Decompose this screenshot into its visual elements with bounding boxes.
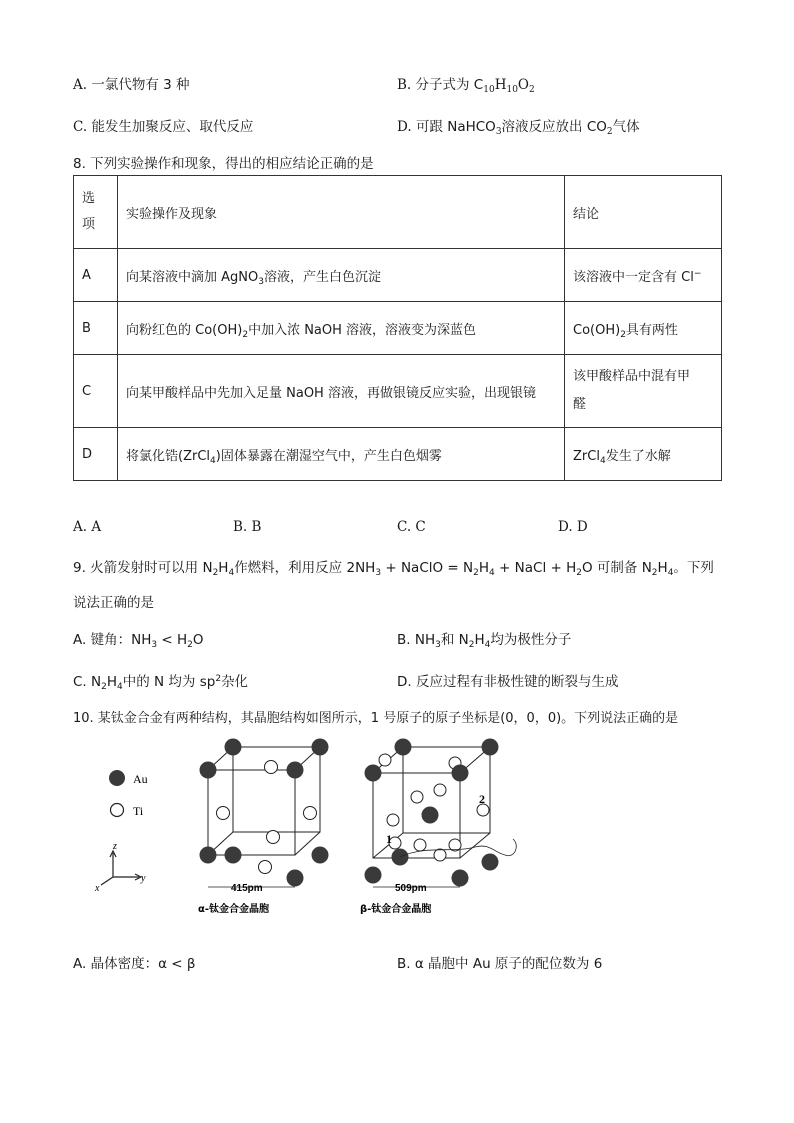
axis-y-label: y <box>141 873 146 884</box>
option-text: 溶液反应放出 CO <box>501 119 607 135</box>
row-option: B <box>74 302 118 355</box>
q8-table <box>73 175 722 481</box>
subscript: 3 <box>495 127 502 137</box>
q7-option-b <box>397 73 535 93</box>
beta-caption: β-钛金合金晶胞 <box>360 904 432 915</box>
row-operation: 将氯化锆(ZrCl$_4$)固体暴露在潮湿空气中，产生白色烟雾 <box>118 428 565 481</box>
row-operation: 向粉红色的 $Co(OH)_2$中加入浓 NaOH 溶液，溶液变为深蓝色 <box>118 302 565 355</box>
table-row <box>74 355 722 428</box>
row-conclusion: ZrCl$_4$发生了水解 <box>565 428 722 481</box>
row-option: D <box>74 428 118 481</box>
atom-2-label: 2 <box>479 792 485 806</box>
q10-option-a: A. 晶体密度：α < β <box>73 956 196 972</box>
alpha-cell <box>208 747 320 855</box>
table-header-row <box>74 176 722 249</box>
row-conclusion: 该甲酸样品中混有甲 醛 <box>565 355 722 428</box>
table-row <box>74 249 722 302</box>
formula-part: H <box>494 77 507 93</box>
legend-au-label: Au <box>133 772 148 786</box>
axes-icon <box>101 851 141 885</box>
q9-option-c: C. $N_2H_4$中的 N 均为 $sp^2$杂化 <box>73 674 249 692</box>
legend-ti-label: Ti <box>133 804 144 818</box>
option-label: C. <box>73 119 88 135</box>
row-conclusion: 该溶液中一定含有 Cl− <box>565 249 722 302</box>
option-label: D. <box>397 119 412 135</box>
row-option: A <box>74 249 118 302</box>
header-operation: 实验操作及现象 <box>118 176 565 249</box>
option-text: 气体 <box>612 119 640 135</box>
alpha-dim-label: 415pm <box>231 883 263 894</box>
option-label: A. <box>73 77 88 93</box>
q10-option-b: B. α 晶胞中 Au 原子的配位数为 6 <box>397 956 603 972</box>
alpha-caption: α-钛金合金晶胞 <box>198 904 270 915</box>
subscript: 10 <box>483 85 495 95</box>
row-option: C <box>74 355 118 428</box>
q8-stem: 8. 下列实验操作和现象，得出的相应结论正确的是 <box>73 156 374 172</box>
q9-option-d: D. 反应过程有非极性键的断裂与生成 <box>397 674 619 690</box>
option-label: B. <box>397 77 412 93</box>
q8-answer-a: A. A <box>73 519 102 535</box>
formula-part: O <box>517 77 529 93</box>
atom-1-label: 1 <box>386 832 392 846</box>
q7-option-c <box>73 115 253 135</box>
option-text: 一氯代物有 3 种 <box>91 77 190 93</box>
q9-stem-line1: 9. 火箭发射时可以用 $N_2H_4$作燃料，利用反应 $2NH_3$ + NaClO = $N_2H_4$ + NaCl + $H_2O$ 可制备 $N_2H_4$。下列 <box>73 560 714 578</box>
subscript: 2 <box>529 85 535 95</box>
option-text: 能发生加聚反应、取代反应 <box>91 119 254 135</box>
q7-option-a <box>73 73 190 93</box>
q10-stem: 10. 某钛金合金有两种结构，其晶胞结构如图所示，1 号原子的原子坐标是(0，0，0)。下列说法正确的是 <box>73 711 679 726</box>
option-text: 分子式为 C <box>415 77 484 93</box>
table-row <box>74 302 722 355</box>
legend-ti-atom <box>111 804 124 817</box>
beta-dim-label: 509pm <box>395 883 427 894</box>
subscript: 2 <box>606 127 613 137</box>
q8-answer-d: D. D <box>558 519 588 535</box>
row-operation: 向某溶液中滴加 AgNO$_3$溶液，产生白色沉淀 <box>118 249 565 302</box>
q7-option-d <box>397 115 640 135</box>
table-row <box>74 428 722 481</box>
subscript: 10 <box>506 85 518 95</box>
row-conclusion: $Co(OH)_2$具有两性 <box>565 302 722 355</box>
header-option: 选 项 <box>74 176 118 249</box>
option-text: 可跟 NaHCO <box>415 119 496 135</box>
legend-au-atom <box>109 770 125 786</box>
q8-answer-b: B. B <box>233 519 262 535</box>
q9-option-a: A. 键角：$NH_3 < H_2O$ <box>73 632 204 650</box>
q9-option-b: B. $NH_3$和 $N_2H_4$均为极性分子 <box>397 632 572 650</box>
axis-z-label: z <box>113 841 117 852</box>
header-conclusion: 结论 <box>565 176 722 249</box>
q8-answer-c: C. C <box>397 519 426 535</box>
row-operation: 向某甲酸样品中先加入足量 NaOH 溶液，再做银镜反应实验，出现银镜 <box>118 355 565 428</box>
crystal-cell-figure <box>95 735 545 925</box>
axis-x-label: x <box>95 883 100 894</box>
q9-stem-line2: 说法正确的是 <box>73 595 154 611</box>
